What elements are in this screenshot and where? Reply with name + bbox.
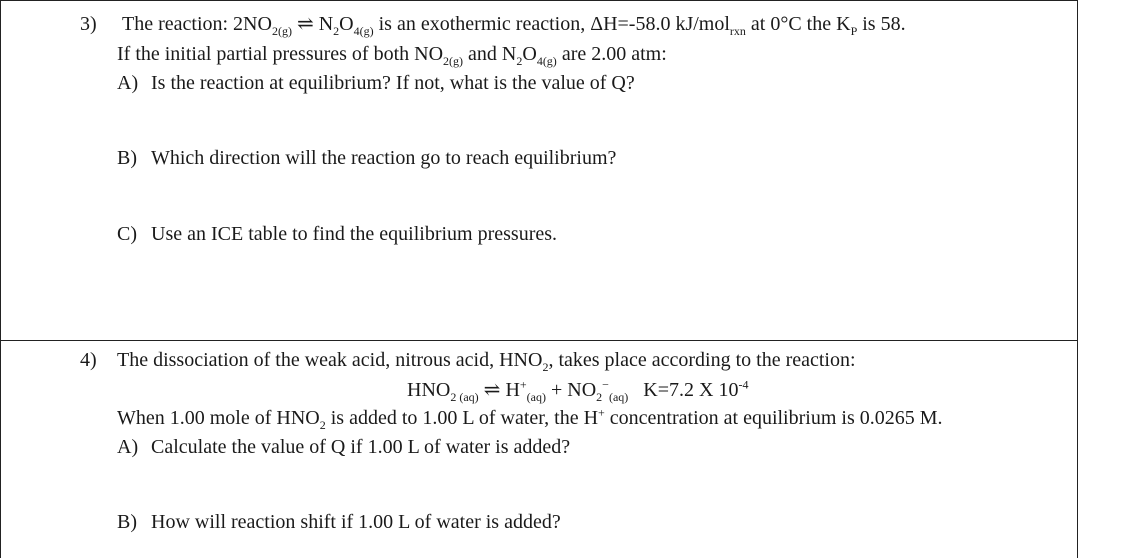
eq-k: K=7.2 X 10 [643, 379, 739, 401]
q3-l1-sub3: 4(g) [353, 24, 374, 38]
q3-l1-mid3: is an exothermic reaction, ΔH=-58.0 kJ/mol [373, 13, 730, 35]
q3-part-c-label: C) [117, 223, 137, 245]
q4-part-b-label: B) [117, 511, 137, 533]
q4-l1-post: , takes place according to the reaction: [548, 349, 856, 371]
eq-a-sub: 2 (aq) [450, 390, 479, 404]
q3-l2-sub1: 2(g) [443, 54, 464, 68]
q3-l1-sub4: rxn [729, 24, 746, 38]
question-4-line-1 [117, 348, 856, 372]
equilibrium-arrow-icon: ⇌ [296, 13, 314, 35]
eq-b: H [505, 379, 520, 401]
q3-l1-post: is 58. [857, 13, 906, 35]
q4-l3-post: concentration at equilibrium is 0.0265 M. [604, 407, 943, 429]
eq-c-sub: 2 [596, 390, 603, 404]
q3-l1-mid1: N [318, 13, 334, 35]
q4-l3-pre: When 1.00 mole of HNO [117, 407, 320, 429]
q4-l1-sub1: 2 [542, 360, 549, 374]
question-3-number: 3) [80, 13, 97, 35]
equilibrium-arrow-icon: ⇌ [483, 379, 501, 401]
eq-b-sub: (aq) [526, 390, 546, 404]
q3-l1-sub1: 2(g) [271, 24, 292, 38]
q3-l2-sub3: 4(g) [536, 54, 557, 68]
eq-a: HNO [407, 379, 451, 401]
q3-l1-sub5: P [850, 24, 858, 38]
question-4-equation [407, 378, 748, 402]
question-4-number: 4) [80, 349, 97, 371]
q4-l1-pre: The dissociation of the weak acid, nitrous acid, HNO [117, 349, 543, 371]
q4-l3-mid: is added to 1.00 L of water, the H [325, 407, 599, 429]
q3-l2-pre: If the initial partial pressures of both NO [117, 43, 444, 65]
eq-c-sup: − [602, 377, 609, 392]
q3-l1-sub2: 2 [333, 24, 340, 38]
q3-part-b-label: B) [117, 147, 137, 169]
q4-part-a-label: A) [117, 436, 139, 458]
q3-l1-mid2: O [339, 13, 354, 35]
q4-part-a-text: Calculate the value of Q if 1.00 L of water is added? [151, 436, 571, 458]
q3-l1-mid4: at 0°C the K [745, 13, 851, 35]
q3-part-a-label: A) [117, 72, 139, 94]
q3-part-c-text: Use an ICE table to find the equilibrium pressures. [151, 223, 558, 245]
eq-b-sup: + [519, 377, 527, 392]
row-divider [0, 340, 1078, 341]
q3-part-a-text: Is the reaction at equilibrium? If not, what is the value of Q? [151, 72, 635, 94]
q3-l2-mid2: O [522, 43, 537, 65]
eq-c-sub2: (aq) [608, 390, 629, 404]
q4-l3-sub1: 2 [319, 418, 326, 432]
eq-k-sup: -4 [738, 377, 749, 392]
q3-part-b-text: Which direction will the reaction go to reach equilibrium? [151, 147, 617, 169]
q4-l3-sup1: + [598, 405, 605, 420]
q3-l2-post: are 2.00 atm: [556, 43, 667, 65]
eq-c: NO [567, 379, 597, 401]
eq-plus: + [546, 379, 568, 401]
q3-l1-pre: The reaction: 2NO [122, 13, 272, 35]
question-4-line-3 [117, 406, 943, 430]
q3-l2-sub2: 2 [516, 54, 523, 68]
q4-part-b-text: How will reaction shift if 1.00 L of water is added? [151, 511, 561, 533]
question-3-line-1 [122, 12, 906, 36]
q3-l2-mid1: and N [463, 43, 517, 65]
question-3-line-2 [117, 42, 667, 66]
